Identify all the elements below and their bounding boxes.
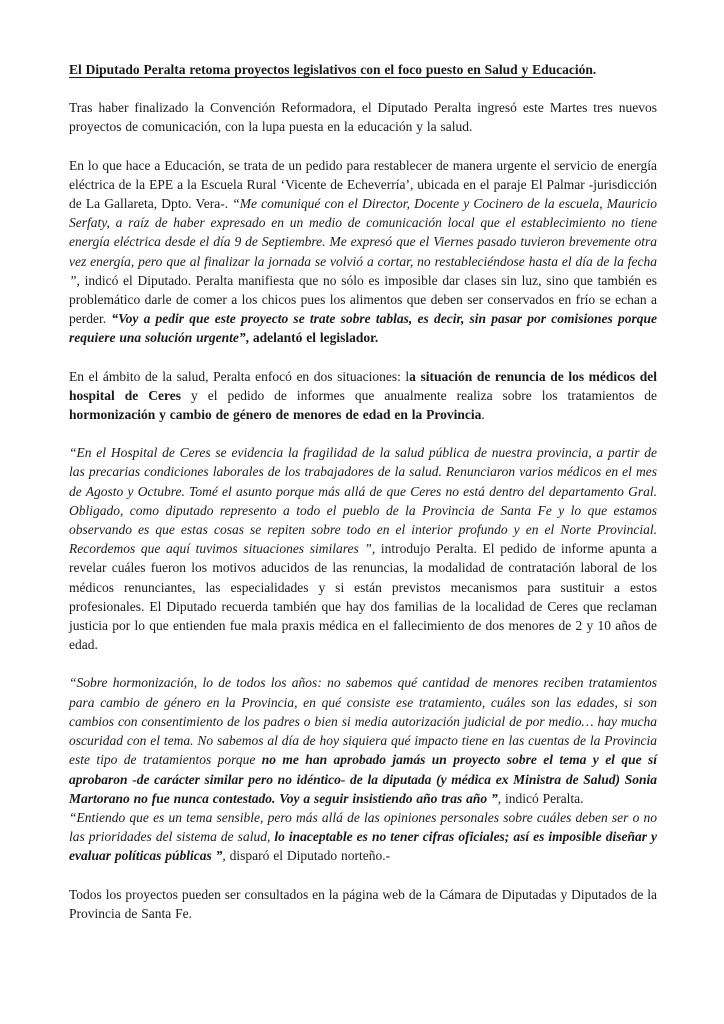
text-run-regular: En el ámbito de la salud, Peralta enfocó en dos situaciones: l (69, 368, 410, 384)
paragraph-intro (69, 98, 657, 136)
text-run-regular: Tras haber finalizado la Convención Reformadora, el Diputado Peralta ingresó este Martes tres nuevos proyectos de comunicación, con la lupa puesta en la educación y la salud. (69, 100, 657, 135)
text-run-bold: . (592, 62, 597, 77)
text-run-italic: “Me comuniqué con el Director, Docente y Cocinero de la escuela, Mauricio Serfaty, a raíz de haber expresado en un medio de comunicación local que el establecimiento no tiene energía eléctrica desde el día 9 de Septiembre. Me expresó que el Viernes pasado tuvieron brevemente otra vez energía, pero que al finalizar la jornada se volvió a cortar, no restableciéndose hasta el día de la fecha ” (69, 196, 657, 288)
text-run-bold: hormonización y cambio de género de menores de edad en la Provincia (69, 407, 482, 423)
text-run-bold-italic: no me han aprobado jamás un proyecto sobre el tema y el que sí aprobaron -de carácter similar pero no idéntico- de la diputada (y médica ex Ministra de Salud) Sonia Martorano no fue nunca contestado. Voy a seguir insistiendo año tras año ” (69, 752, 657, 806)
text-run-italic: “Sobre hormonización, lo de todos los años: no sabemos qué cantidad de menores reciben tratamientos para cambio de género en la Provincia, en qué consiste ese tratamiento, cuáles son las edades, si son cambios con consentimiento de los padres o bien si media autorización judicial de por medio… hay mucha oscuridad con el tema. No sabemos al día de hoy siquiera qué impacto tiene en las cuentas de la Provincia este tipo de tratamientos porque (69, 675, 657, 768)
text-run-regular: y el pedido de informes que anualmente realiza sobre los tratamientos de (180, 387, 657, 403)
text-run-regular: , indicó el Diputado. Peralta manifiesta que no sólo es imposible dar clases sin luz, sino que también es problemático darle de comer a los chicos pues los alimentos que deben ser conservados en frío se echan a perder. (69, 272, 657, 327)
paragraph-entiendo (69, 808, 657, 866)
paragraph-educacion (69, 156, 657, 348)
text-run-regular: Todos los proyectos pueden ser consultados en la página web de la Cámara de Diputadas y Diputados de la Provincia de Santa Fe. (69, 886, 657, 921)
text-run-bold-italic: lo inaceptable es no tener cifras oficiales; así es imposible diseñar y evaluar políticas públicas ” (69, 829, 657, 864)
document-title (69, 60, 657, 79)
text-run-regular: , indicó Peralta. (497, 790, 584, 806)
text-run-regular: , introdujo Peralta. El pedido de informe apunta a revelar cuáles fueron los motivos aducidos de las renuncias, la modalidad de contratación laboral de los médicos renunciantes, las especialidades y si están previstos mecanismos para sustituir a estos profesionales. El Diputado recuerda también que hay dos familias de la localidad de Ceres que reclaman justicia por lo que entienden fue mala praxis médica en el fallecimiento de dos menores de 2 y 10 años de edad. (69, 541, 657, 653)
document-body (69, 60, 657, 923)
text-run-regular: . (481, 407, 485, 423)
text-run-italic: “En el Hospital de Ceres se evidencia la fragilidad de la salud pública de nuestra provincia, a partir de las precarias condiciones laborales de los trabajadores de la salud. Renunciaron varios médicos en el mes de Agosto y Octubre. Tomé el asunto porque más allá de que Ceres no está dentro del departamento Gral. Obligado, como diputado represento a todo el pueblo de la Provincia de Santa Fe y lo que estamos observando es que estas cosas se repiten sobre todo en el interior profundo y en el Norte Provincial. Recordemos que aquí tuvimos situaciones similares ” (69, 445, 657, 557)
text-run-bold: a situación de renuncia de los médicos del hospital de Ceres (69, 368, 657, 403)
text-run-bold-italic: “Voy a pedir que este proyecto se trate sobre tablas, es decir, sin pasar por comisiones porque requiere una solución urgente” (69, 311, 657, 346)
text-run-bold: , adelantó el legislador. (245, 330, 379, 346)
text-run-regular: En lo que hace a Educación, se trata de un pedido para restablecer de manera urgente el servicio de energía eléctrica de la EPE a la Escuela Rural ‘Vicente de Echeverría’, ubicada en el paraje El Palmar -jurisdicción de La Gallareta, Dpto. Vera-. (69, 157, 657, 212)
paragraph-salud (69, 367, 657, 425)
paragraph-hospital-ceres (69, 443, 657, 654)
text-run-italic: “Entiendo que es un tema sensible, pero más allá de las opiniones personales sobre cuáles deben ser o no las prioridades del sistema de salud, (69, 809, 657, 845)
paragraph-cierre (69, 885, 657, 923)
text-run-regular: , disparó el Diputado norteño.- (222, 848, 391, 864)
paragraph-hormonizacion (69, 673, 657, 807)
text-run-bold-underline: El Diputado Peralta retoma proyectos legislativos con el foco puesto en Salud y Educación (69, 62, 593, 77)
